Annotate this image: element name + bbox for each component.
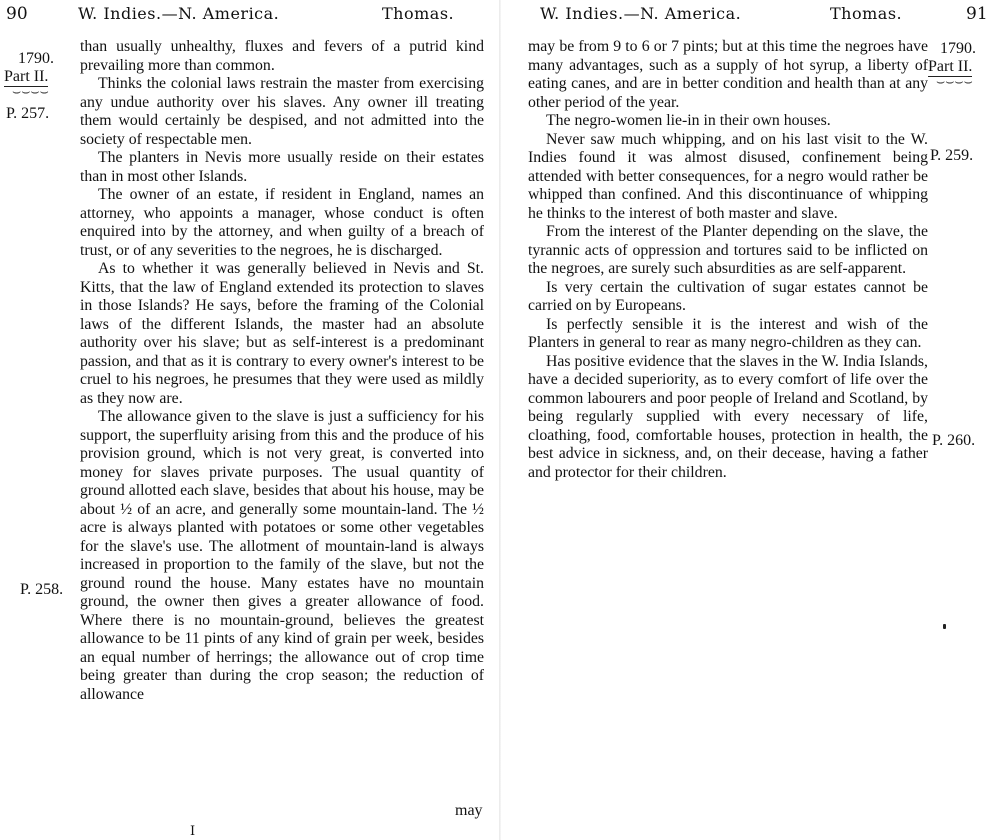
paragraph: The owner of an estate, if resident in England, names an attorney, who appoints a manager, whose conduct is often enquired into by the attorney, and when guilty of a breach of trust, or of any severities to the negroes, he is discharged. [80, 186, 484, 259]
ink-speck [943, 624, 946, 629]
running-head: W. Indies.—N. America. [78, 4, 280, 23]
margin-ref: P. 257. [6, 105, 50, 122]
paragraph: From the interest of the Planter depending on the slave, the tyrannic acts of oppression and tortures said to be inflicted on the negroes, are surely such absurdities as are self-apparent. [528, 223, 928, 277]
margin-ref: P. 259. [930, 147, 974, 164]
margin-brace: ⌣⌣⌣⌣ [12, 84, 49, 100]
signature-mark: I [190, 824, 196, 839]
paragraph: may be from 9 to 6 or 7 pints; but at this time the negroes have many advantages, such as a supply of hot syrup, a liberty of eating canes, and are in better condition and health than at any other period of the year. [528, 38, 928, 111]
margin-year: 1790. [18, 50, 54, 67]
margin-part: Part II. [928, 58, 973, 75]
speaker-name: Thomas. [382, 4, 455, 23]
paragraph: As to whether it was generally believed in Nevis and St. Kitts, that the law of England extended its protection to slaves in those Islands? He says, before the framing of the Colonial laws of the different Islands, the master had an absolute authority over his slave; but as self-interest is a predominant passion, and that as it is contrary to every owner's interest to be cruel to his negroes, he presumes that they were used as mildly as they now are. [80, 260, 484, 407]
paragraph: than usually unhealthy, fluxes and fevers of a putrid kind prevailing more than common. [80, 38, 484, 74]
paragraph: Has positive evidence that the slaves in the W. India Islands, have a decided superiority, as to every comfort of life over the common labourers and poor people of Ireland and Scotland, by being regularly supplied with every necessary of life, cloathing, food, comfortable houses, protection in health, the best advice in sickness, and, on their decease, having a father and protector for their children. [528, 352, 928, 481]
body-text [528, 38, 928, 482]
margin-part: Part II. [4, 68, 49, 85]
page-number: 91 [966, 4, 988, 24]
paragraph: The planters in Nevis more usually reside on their estates than in most other Islands. [80, 149, 484, 185]
speaker-name: Thomas. [830, 4, 903, 23]
margin-ref: P. 260. [932, 432, 976, 449]
running-head: W. Indies.—N. America. [540, 4, 742, 23]
catchword: may [455, 802, 483, 819]
paragraph: Is very certain the cultivation of sugar estates cannot be carried on by Europeans. [528, 278, 928, 314]
paragraph: Thinks the colonial laws restrain the master from exercising any undue authority over his slaves. Any owner ill treating them would certainly be despised, and not admitted into the society of respectable men. [80, 75, 484, 148]
right-page [500, 0, 1000, 840]
paragraph: Never saw much whipping, and on his last visit to the W. Indies found it was almost disused, confinement being attended with better consequences, for a negro would rather be whipped than confined. And this discontinuance of whipping he thinks to the interest of both master and slave. [528, 130, 928, 222]
margin-ref: P. 258. [20, 581, 64, 598]
page-number: 90 [6, 4, 28, 24]
paragraph: The negro-women lie-in in their own houses. [546, 112, 831, 129]
margin-brace: ⌣⌣⌣⌣ [936, 74, 973, 90]
body-text [80, 38, 484, 704]
paragraph: Is perfectly sensible it is the interest and wish of the Planters in general to rear as many negro-children as they can. [528, 315, 928, 351]
margin-year: 1790. [940, 40, 976, 57]
paragraph: The allowance given to the slave is just a sufficiency for his support, the superfluity arising from this and the produce of his provision ground, which is not very great, is converted into money for slaves private purposes. The usual quantity of ground allotted each slave, besides that about his house, may be about ½ of an acre, and generally some mountain-land. The ½ acre is always planted with potatoes or some other vegetables for the slave's use. The allotment of mountain-land is always increased in proportion to the family of the slave, but not the ground round the house. Many estates have no mountain ground, the owner then gives a greater allowance of food. Where there is no mountain-ground, believes the greatest allowance to be 11 pints of any kind of grain per week, besides an equal number of herrings; the allowance out of crop time being greater than during the crop season; the reduction of allowance [80, 408, 484, 703]
